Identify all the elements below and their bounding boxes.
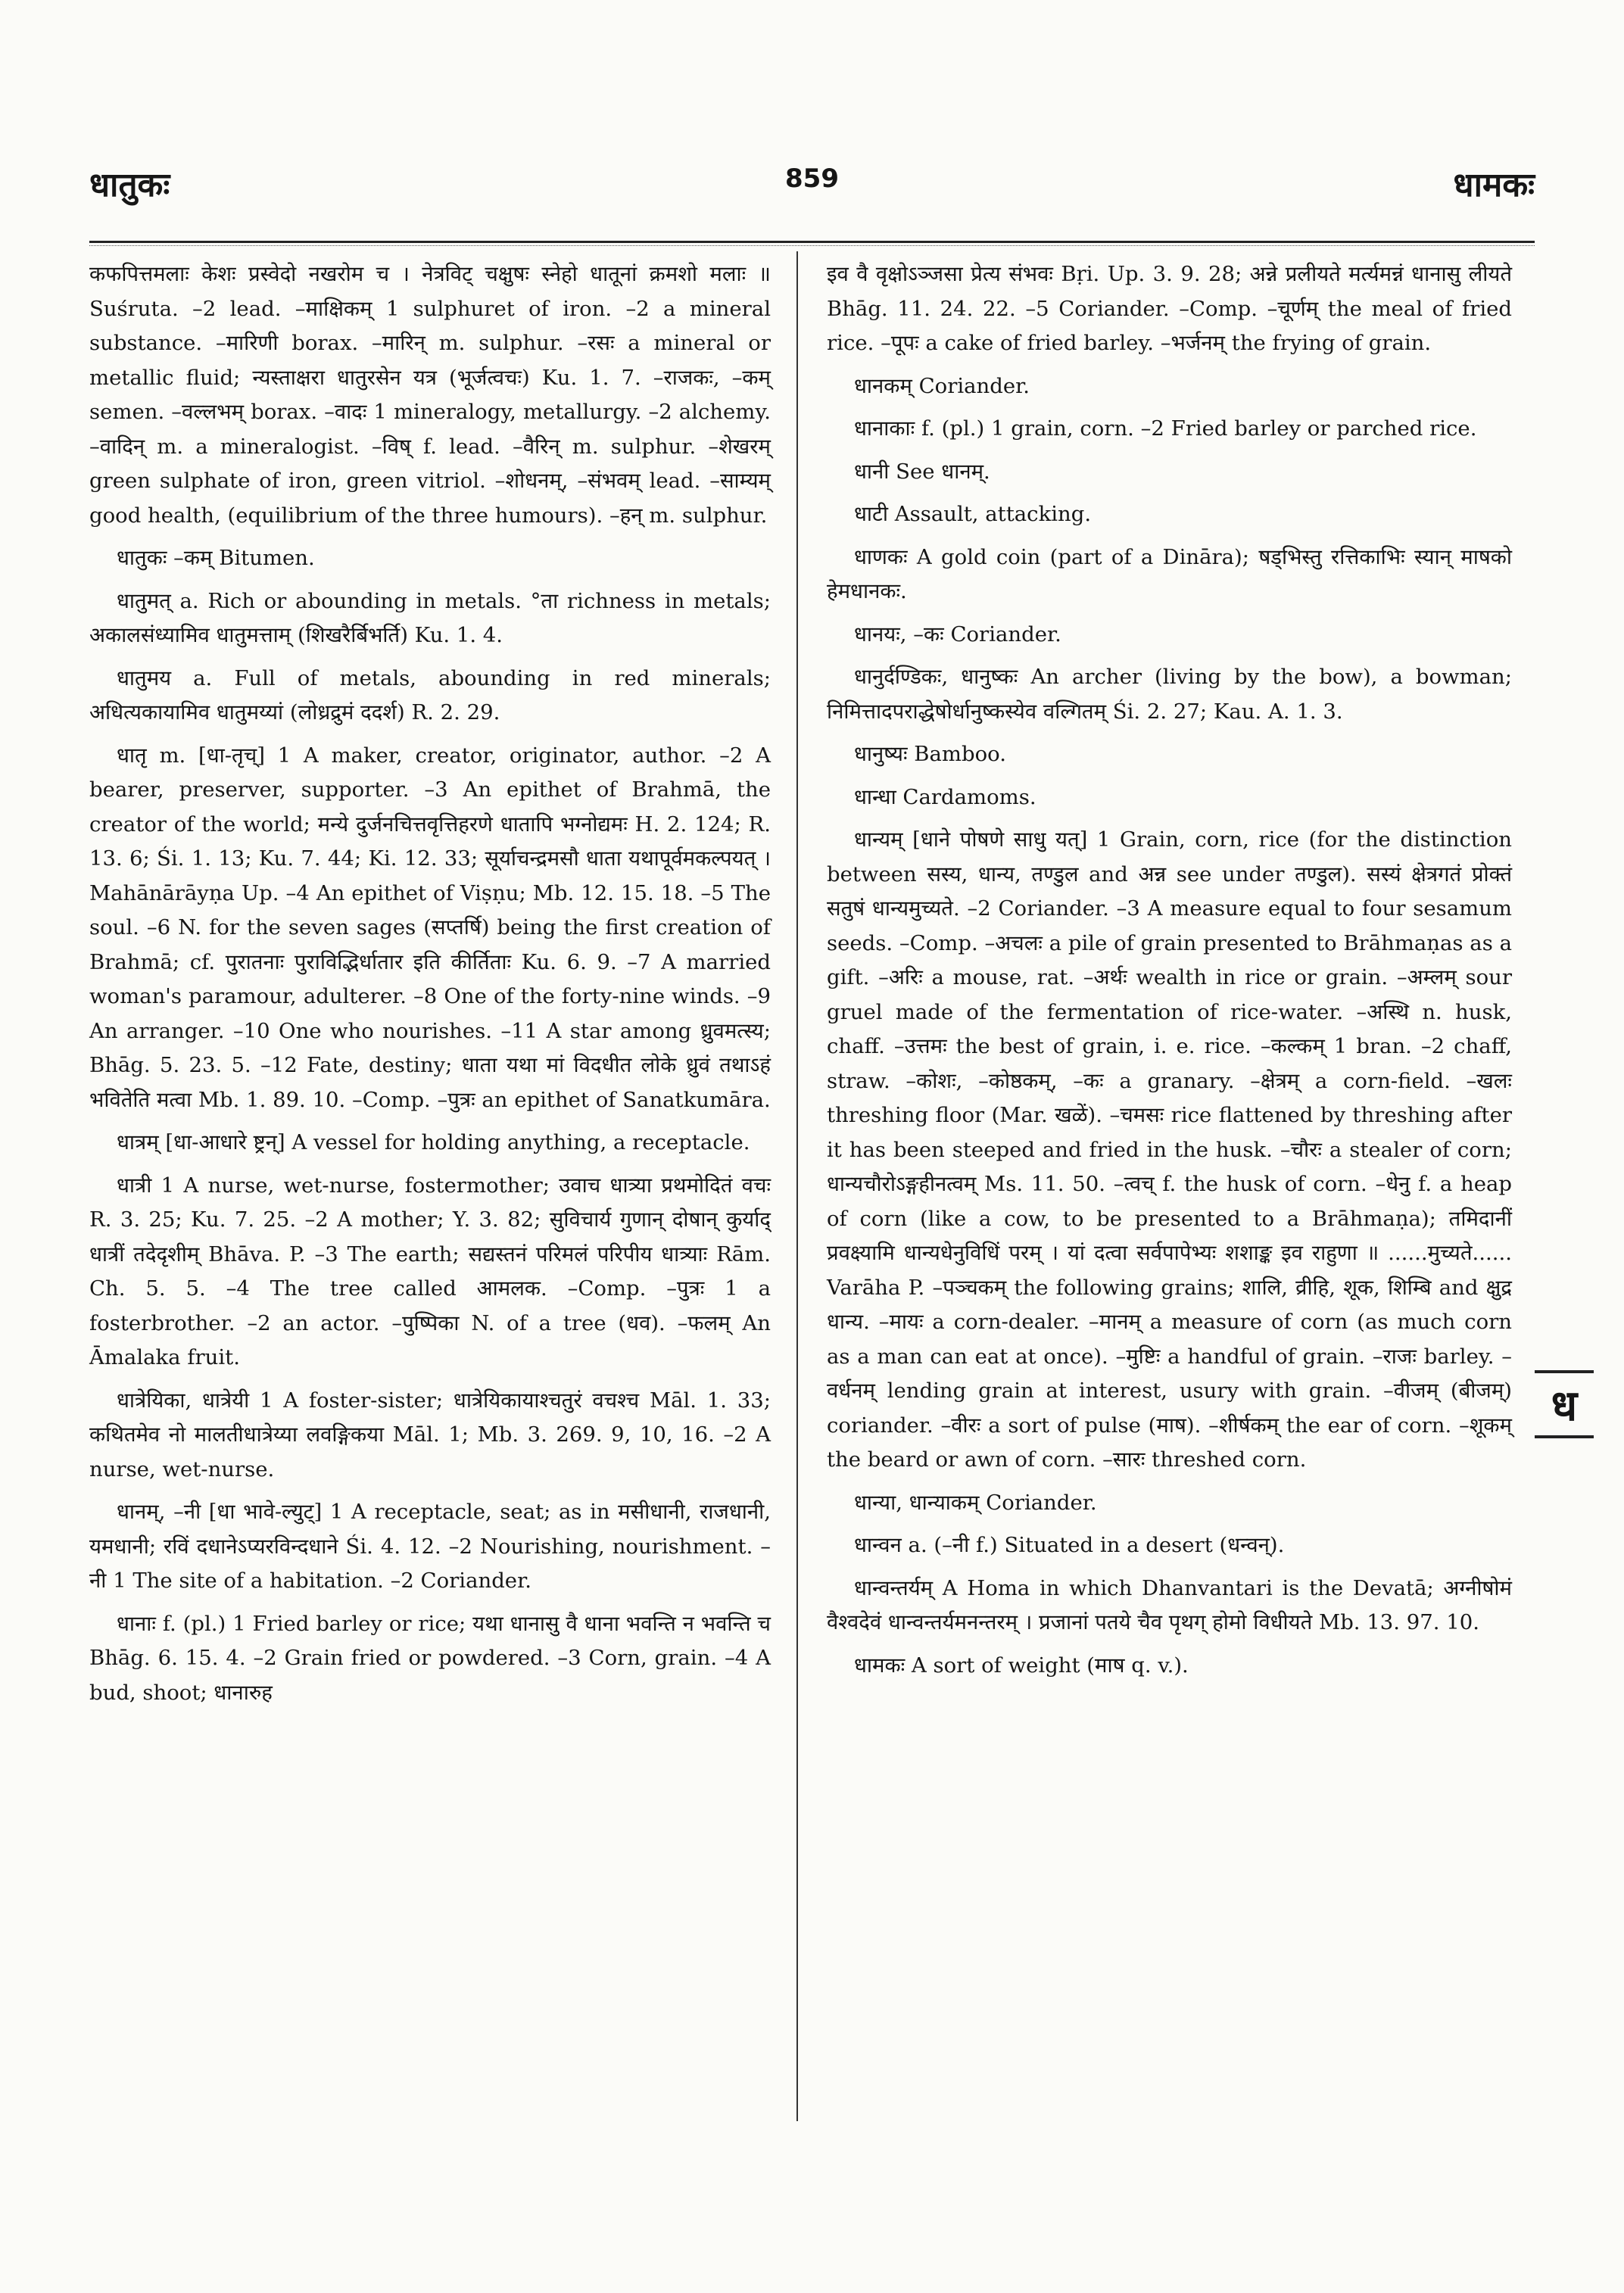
dictionary-entry: धाणकः A gold coin (part of a Dināra); षड्भिस्तु रत्तिकाभिः स्यान् माषको हेमधानकः.	[827, 544, 1512, 603]
dictionary-entry: धान्धा Cardamoms.	[854, 784, 1036, 809]
right-running-headword: धामकः	[1453, 166, 1535, 204]
dictionary-entry: धानयः, –कः Coriander.	[854, 622, 1061, 646]
dictionary-entry: धान्या, धान्याकम् Coriander.	[854, 1490, 1097, 1515]
dictionary-entry: धानम्, –नी [धा भावे-ल्युट्] 1 A receptacle, seat; as in मसीधानी, राजधानी, यमधानी; रविं दधानेऽप्यरविन्दधाने Śi. 4. 12. –2 Nourishing, nourishment. –नी 1 The site of a habitation. –2 Coriander.	[89, 1500, 771, 1593]
dictionary-entry: धात्री 1 A nurse, wet-nurse, fostermother; उवाच धात्र्या प्रथमोदितं वचः R. 3. 25; Ku. 7. 25. –2 A mother; Y. 3. 82; सुविचार्य गुणान् दोषान् कुर्याद् धात्रीं तदेदृशीम् Bhāva. P. –3 The earth; सद्यस्तनं परिमलं परिपीय धात्र्याः Rām. Ch. 5. 5. –4 The tree called आमलक. –Comp. –पुत्रः 1 a fosterbrother. –2 an actor. –पुष्पिका N. of a tree (धव). –फलम् An Āmalaka fruit.	[89, 1173, 771, 1369]
header-rule	[89, 241, 1535, 243]
dictionary-entry: कफपित्तमलाः केशः प्रस्वेदो नखरोम च । नेत्रविट् चक्षुषः स्नेहो धातूनां क्रमशो मलाः ॥ Suśruta. –2 lead. –माक्षिकम् 1 sulphuret of iron. –2 a mineral substance. –मारिणी borax. –मारिन् m. sulphur. –रसः a mineral or metallic fluid; न्यस्ताक्षरा धातुरसेन यत्र (भूर्जत्वचः) Ku. 1. 7. –राजकः, –कम् semen. –वल्लभम् borax. –वादः 1 mineralogy, metallurgy. –2 alchemy. –वादिन् m. a mineralogist. –विष् f. lead. –वैरिन् m. sulphur. –शेखरम् green sulphate of iron, green vitriol. –शोधनम्, –संभवम् lead. –साम्यम् good health, (equilibrium of the three humours). –हन् m. sulphur.	[89, 262, 771, 528]
dictionary-entry: इव वै वृक्षोऽञ्जसा प्रेत्य संभवः Bṛi. Up. 3. 9. 28; अन्ने प्रलीयते मर्त्यमन्नं धानासु लीयते Bhāg. 11. 24. 22. –5 Coriander. –Comp. –चूर्णम् the meal of fried rice. –पूपः a cake of fried barley. –भर्जनम् the frying of grain.	[827, 262, 1512, 355]
left-column	[89, 257, 771, 1718]
dictionary-entry: धातुमय a. Full of metals, abounding in red minerals; अधित्यकायामिव धातुमय्यां (लोध्रद्रुमं ददर्श) R. 2. 29.	[89, 665, 771, 724]
dictionary-entry: धाटी Assault, attacking.	[854, 502, 1092, 526]
dictionary-entry: धानुर्दण्डिकः, धानुष्कः An archer (living by the bow), a bowman; निमित्तादपराद्धेषोर्धानुष्कस्येव वल्गितम् Śi. 2. 27; Kau. A. 1. 3.	[827, 665, 1512, 724]
dictionary-entry: धान्यम् [धाने पोषणे साधु यत्] 1 Grain, corn, rice (for the distinction between सस्य, धान्य, तण्डुल and अन्न see under तण्डुल). सस्यं क्षेत्रगतं प्रोक्तं सतुषं धान्यमुच्यते. –2 Coriander. –3 A measure equal to four sesamum seeds. –Comp. –अचलः a pile of grain presented to Brāhmaṇas as a gift. –अरिः a mouse, rat. –अर्थः wealth in rice or grain. –अम्लम् sour gruel made of the fermentation of rice-water. –अस्थि n. husk, chaff. –उत्तमः the best of grain, i. e. rice. –कल्कम् 1 bran. –2 chaff, straw. –कोशः, –कोष्ठकम्, –कः a granary. –क्षेत्रम् a corn-field. –खलः threshing floor (Mar. खळें). –चमसः rice flattened by threshing after it has been steeped and fried in the husk. –चौरः a stealer of corn; धान्यचौरोऽङ्गहीनत्वम् Ms. 11. 50. –त्वच् f. the husk of corn. –धेनु f. a heap of corn (like a cow, to be presented to a Brāhmaṇa); तमिदानीं प्रवक्ष्यामि धान्यधेनुविधिं परम् । यां दत्वा सर्वपापेभ्यः शशाङ्क इव राहुणा ॥ ......मुच्यते...... Varāha P. –पञ्चकम् the following grains; शालि, व्रीहि, शूक, शिम्बि and क्षुद्र धान्य. –मायः a corn-dealer. –मानम् a measure of corn (as much corn as a man can eat at once). –मुष्टिः a handful of grain. –राजः barley. –वर्धनम् lending grain at interest, usury with grain. –वीजम् (बीजम्) coriander. –वीरः a sort of pulse (माष). –शीर्षकम् the ear of corn. –शूकम् the beard or awn of corn. –सारः threshed corn.	[827, 827, 1512, 1472]
dictionary-entry: धानुष्यः Bamboo.	[854, 742, 1006, 766]
dictionary-entry: धातृ m. [धा-तृच्] 1 A maker, creator, originator, author. –2 A bearer, preserver, supporter. –3 An epithet of Brahmā, the creator of the world; मन्ये दुर्जनचित्तवृत्तिहरणे धातापि भग्नोद्यमः H. 2. 124; R. 13. 6; Śi. 1. 13; Ku. 7. 44; Ki. 12. 33; सूर्याचन्द्रमसौ धाता यथापूर्वमकल्पयत् । Mahānārāyṇa Up. –4 An epithet of Viṣṇu; Mb. 12. 15. 18. –5 The soul. –6 N. for the seven sages (सप्तर्षि) being the first creation of Brahmā; cf. पुरातनाः पुराविद्भिर्धातार इति कीर्तिताः Ku. 6. 9. –7 A married woman's paramour, adulterer. –8 One of the forty-nine winds. –9 An arranger. –10 One who nourishes. –11 A star among ध्रुवमत्स्य; Bhāg. 5. 23. 5. –12 Fate, destiny; धाता यथा मां विदधीत लोके ध्रुवं तथाऽहं भवितेति मत्वा Mb. 1. 89. 10. –Comp. –पुत्रः an epithet of Sanatkumāra.	[89, 743, 771, 1112]
header-dotted-rule	[89, 245, 1535, 246]
page-number: 859	[785, 164, 839, 194]
dictionary-entry: धात्रेयिका, धात्रेयी 1 A foster-sister; धात्रेयिकायाश्चतुरं वचश्च Māl. 1. 33; कथितमेव नो मालतीधात्रेय्या लवङ्गिकया Māl. 1; Mb. 3. 269. 9, 10, 16. –2 A nurse, wet-nurse.	[89, 1388, 771, 1481]
dictionary-entry: धातुमत् a. Rich or abounding in metals. °ता richness in metals; अकालसंध्यामिव धातुमत्ताम् (शिखरैर्बिभर्ति) Ku. 1. 4.	[89, 588, 771, 647]
left-running-headword: धातुकः	[89, 166, 170, 204]
dictionary-entry: धान्वन a. (–नी f.) Situated in a desert (धन्वन्).	[854, 1533, 1285, 1557]
dictionary-entry: धानी See धानम्.	[854, 459, 990, 484]
dictionary-entry: धामकः A sort of weight (माष q. v.).	[854, 1653, 1189, 1678]
dictionary-entry: धात्रम् [धा-आधारे ष्ट्रन्] A vessel for holding anything, a receptacle.	[117, 1130, 750, 1154]
dictionary-entry: धातुकः –कम् Bitumen.	[117, 546, 315, 570]
dictionary-entry: धान्वन्तर्यम् A Homa in which Dhanvantari is the Devatā; अग्नीषोमं वैश्वदेवं धान्वन्तर्यमनन्तरम् । प्रजानां पतये चैव पृथग् होमो विधीयते Mb. 13. 97. 10.	[827, 1575, 1512, 1634]
dictionary-entry: धानकम् Coriander.	[854, 373, 1030, 398]
dictionary-entry: धानाकाः f. (pl.) 1 grain, corn. –2 Fried barley or parched rice.	[854, 416, 1477, 441]
right-column	[827, 257, 1512, 1691]
thumb-index-tab: ध	[1535, 1370, 1594, 1438]
dictionary-entry: धानाः f. (pl.) 1 Fried barley or rice; यथा धानासु वै धाना भवन्ति न भवन्ति च Bhāg. 6. 15. 4. –2 Grain fried or powdered. –3 Corn, grain. –4 A bud, shoot; धानारुह	[89, 1611, 771, 1705]
page-header	[89, 160, 1535, 220]
column-divider	[796, 251, 798, 2121]
